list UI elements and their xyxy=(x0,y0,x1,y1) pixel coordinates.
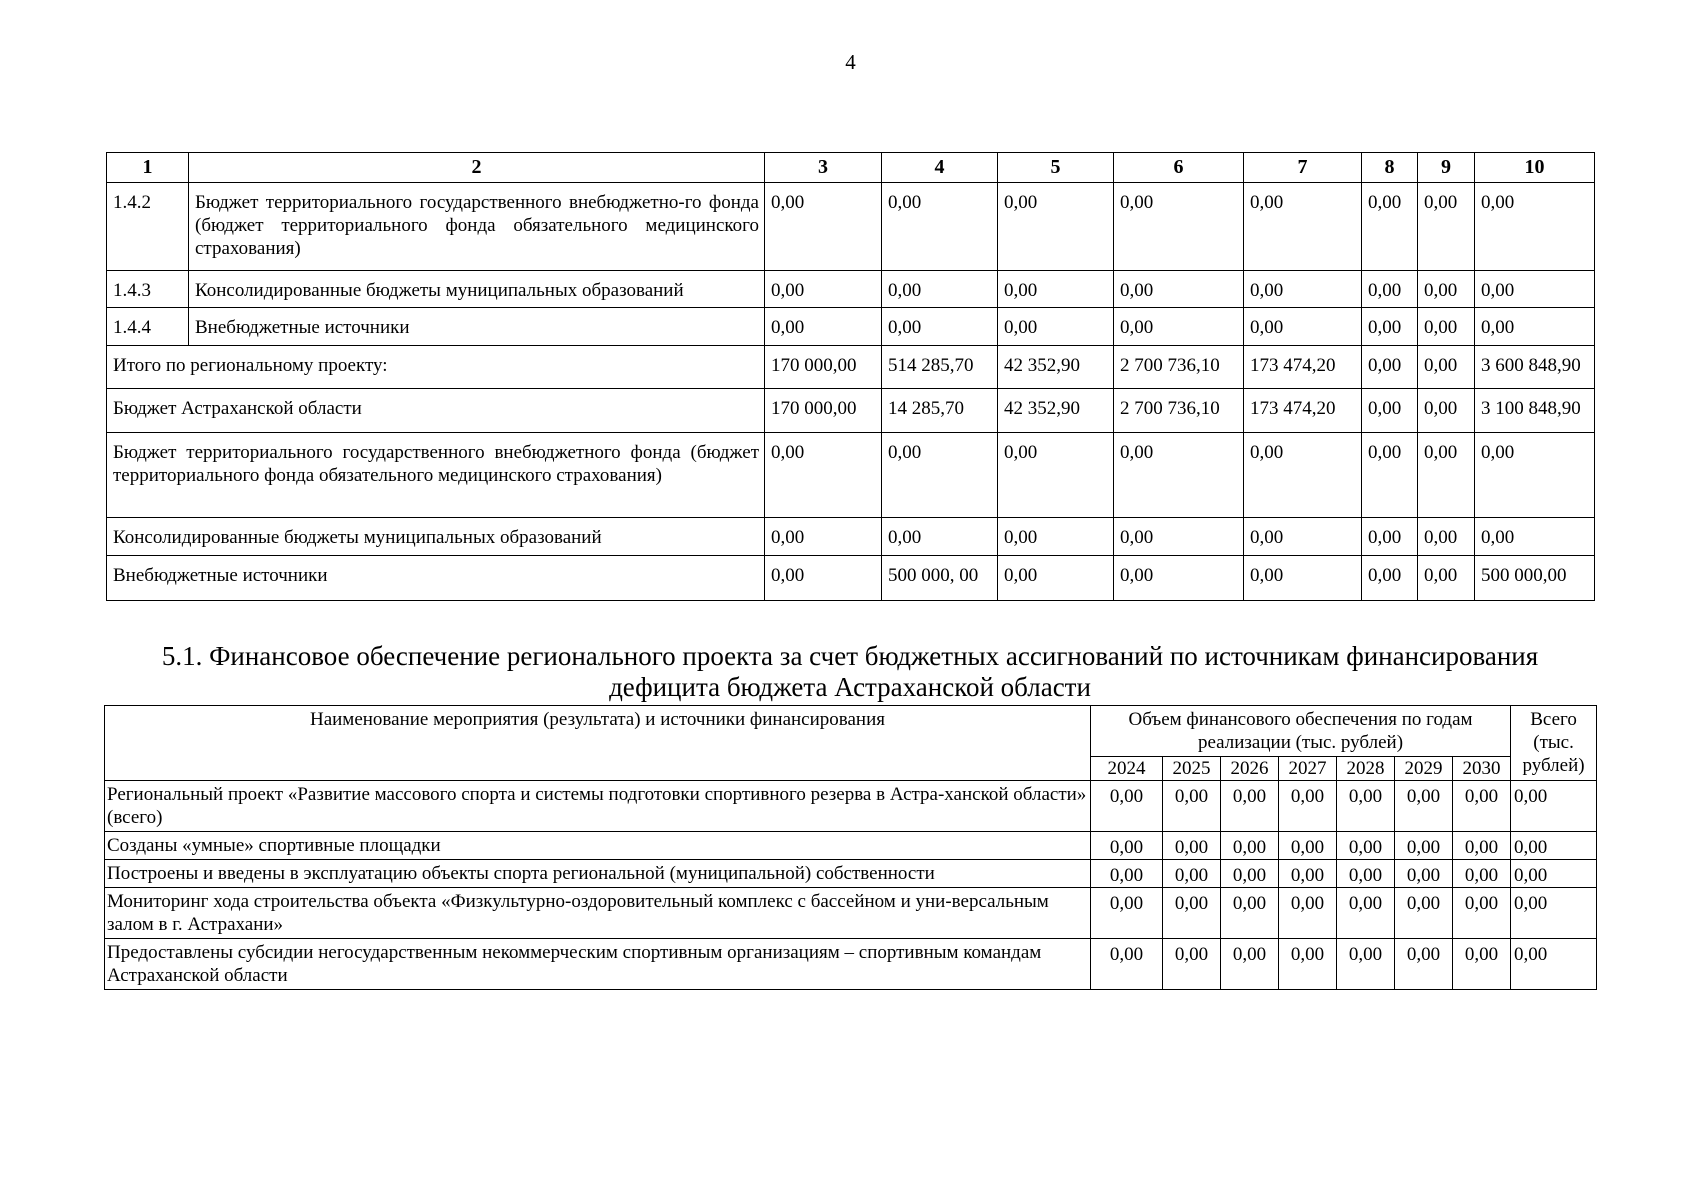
value-cell: 0,00 xyxy=(1337,781,1395,832)
value-cell: 0,00 xyxy=(1114,183,1244,271)
table-row xyxy=(107,389,1595,433)
row-label: Предоставлены субсидии негосударственным некоммерческим спортивным организациям – спортивным командам Астраханской области xyxy=(105,939,1091,990)
value-cell: 0,00 xyxy=(1395,860,1453,888)
year-header: 2025 xyxy=(1163,757,1221,781)
table-row xyxy=(107,556,1595,601)
value-cell: 3 100 848,90 xyxy=(1475,389,1595,433)
value-cell: 0,00 xyxy=(765,518,882,556)
table1-col-header: 9 xyxy=(1418,153,1475,183)
deficit-financing-table xyxy=(104,705,1597,990)
value-cell: 0,00 xyxy=(1279,860,1337,888)
row-label: Бюджет территориального государственного внебюджетно-го фонда (бюджет территориального фонда обязательного медицинского страхования) xyxy=(189,183,765,271)
value-cell: 0,00 xyxy=(1418,556,1475,601)
table-row xyxy=(107,308,1595,346)
value-cell: 0,00 xyxy=(1163,832,1221,860)
value-cell: 0,00 xyxy=(998,183,1114,271)
section-title xyxy=(100,641,1600,703)
value-cell: 0,00 xyxy=(1475,308,1595,346)
table1-col-header: 1 xyxy=(107,153,189,183)
financing-table-continued xyxy=(106,152,1595,601)
value-cell: 0,00 xyxy=(1362,556,1418,601)
value-cell: 0,00 xyxy=(1418,271,1475,308)
value-cell: 0,00 xyxy=(1362,308,1418,346)
value-cell: 0,00 xyxy=(1114,308,1244,346)
section-title-line: 5.1. Финансовое обеспечение регионального проекта за счет бюджетных ассигнований по источникам финансирования xyxy=(161,641,1539,671)
year-header: 2027 xyxy=(1279,757,1337,781)
row-label: Итого по региональному проекту: xyxy=(107,346,765,389)
total-cell: 0,00 xyxy=(1511,860,1597,888)
total-cell: 0,00 xyxy=(1511,832,1597,860)
value-cell: 2 700 736,10 xyxy=(1114,346,1244,389)
value-cell: 0,00 xyxy=(1418,308,1475,346)
value-cell: 0,00 xyxy=(1091,888,1163,939)
value-cell: 0,00 xyxy=(1244,556,1362,601)
table-row xyxy=(105,888,1597,939)
table-row xyxy=(107,271,1595,308)
table-row xyxy=(107,346,1595,389)
year-header: 2029 xyxy=(1395,757,1453,781)
value-cell: 0,00 xyxy=(765,271,882,308)
value-cell: 0,00 xyxy=(1244,518,1362,556)
value-cell: 0,00 xyxy=(1279,832,1337,860)
total-cell: 0,00 xyxy=(1511,781,1597,832)
value-cell: 0,00 xyxy=(1362,433,1418,518)
value-cell: 500 000, 00 xyxy=(882,556,998,601)
value-cell: 0,00 xyxy=(1091,832,1163,860)
value-cell: 0,00 xyxy=(1337,888,1395,939)
value-cell: 0,00 xyxy=(1453,860,1511,888)
value-cell: 0,00 xyxy=(1163,888,1221,939)
table-row xyxy=(107,518,1595,556)
row-label: Консолидированные бюджеты муниципальных образований xyxy=(189,271,765,308)
value-cell: 0,00 xyxy=(1418,433,1475,518)
page-number: 4 xyxy=(845,50,856,74)
row-label: Мониторинг хода строительства объекта «Физкультурно-оздоровительный комплекс с бассейном и уни-версальным залом в г. Астрахани» xyxy=(105,888,1091,939)
value-cell: 0,00 xyxy=(1337,939,1395,990)
value-cell: 0,00 xyxy=(998,433,1114,518)
value-cell: 0,00 xyxy=(882,518,998,556)
value-cell: 173 474,20 xyxy=(1244,389,1362,433)
value-cell: 0,00 xyxy=(1114,518,1244,556)
row-code: 1.4.4 xyxy=(107,308,189,346)
value-cell: 0,00 xyxy=(1091,781,1163,832)
value-cell: 0,00 xyxy=(1091,860,1163,888)
total-cell: 0,00 xyxy=(1511,939,1597,990)
value-cell: 0,00 xyxy=(1221,939,1279,990)
value-cell: 0,00 xyxy=(882,183,998,271)
value-cell: 0,00 xyxy=(1362,183,1418,271)
value-cell: 0,00 xyxy=(1395,888,1453,939)
value-cell: 0,00 xyxy=(1418,389,1475,433)
value-cell: 0,00 xyxy=(1337,832,1395,860)
value-cell: 0,00 xyxy=(882,271,998,308)
row-label: Бюджет территориального государственного внебюджетного фонда (бюджет территориального фонда обязательного медицинского страхования) xyxy=(107,433,765,518)
value-cell: 42 352,90 xyxy=(998,389,1114,433)
value-cell: 0,00 xyxy=(998,308,1114,346)
table1-header-row xyxy=(107,153,1595,183)
value-cell: 0,00 xyxy=(1221,781,1279,832)
row-label: Построены и введены в эксплуатацию объекты спорта региональной (муниципальной) собственности xyxy=(105,860,1091,888)
table-row xyxy=(105,781,1597,832)
value-cell: 0,00 xyxy=(765,556,882,601)
value-cell: 0,00 xyxy=(1244,271,1362,308)
value-cell: 14 285,70 xyxy=(882,389,998,433)
total-column-header: Всего (тыс. рублей) xyxy=(1511,706,1597,781)
value-cell: 0,00 xyxy=(882,308,998,346)
year-header: 2024 xyxy=(1091,757,1163,781)
value-cell: 0,00 xyxy=(1279,888,1337,939)
value-cell: 0,00 xyxy=(1337,860,1395,888)
row-code: 1.4.2 xyxy=(107,183,189,271)
value-cell: 0,00 xyxy=(1244,183,1362,271)
volume-column-header: Объем финансового обеспечения по годам реализации (тыс. рублей) xyxy=(1091,706,1511,757)
table-row xyxy=(107,433,1595,518)
value-cell: 0,00 xyxy=(882,433,998,518)
table-row xyxy=(105,939,1597,990)
value-cell: 0,00 xyxy=(1163,781,1221,832)
value-cell: 0,00 xyxy=(1279,781,1337,832)
value-cell: 0,00 xyxy=(1418,518,1475,556)
row-label: Региональный проект «Развитие массового спорта и системы подготовки спортивного резерва в Астра-ханской области» (всего) xyxy=(105,781,1091,832)
value-cell: 0,00 xyxy=(1395,781,1453,832)
value-cell: 0,00 xyxy=(1475,183,1595,271)
value-cell: 2 700 736,10 xyxy=(1114,389,1244,433)
value-cell: 0,00 xyxy=(1418,346,1475,389)
total-cell: 0,00 xyxy=(1511,888,1597,939)
value-cell: 0,00 xyxy=(1395,939,1453,990)
year-header: 2026 xyxy=(1221,757,1279,781)
section-title-line: дефицита бюджета Астраханской области xyxy=(609,672,1091,702)
value-cell: 0,00 xyxy=(998,518,1114,556)
value-cell: 0,00 xyxy=(1221,860,1279,888)
value-cell: 0,00 xyxy=(1114,556,1244,601)
row-label: Внебюджетные источники xyxy=(107,556,765,601)
value-cell: 0,00 xyxy=(1475,433,1595,518)
value-cell: 173 474,20 xyxy=(1244,346,1362,389)
year-header: 2028 xyxy=(1337,757,1395,781)
row-label: Внебюджетные источники xyxy=(189,308,765,346)
value-cell: 0,00 xyxy=(765,308,882,346)
table-row xyxy=(107,183,1595,271)
value-cell: 0,00 xyxy=(1221,832,1279,860)
row-label: Бюджет Астраханской области xyxy=(107,389,765,433)
value-cell: 0,00 xyxy=(1362,271,1418,308)
value-cell: 0,00 xyxy=(1475,271,1595,308)
value-cell: 170 000,00 xyxy=(765,389,882,433)
value-cell: 0,00 xyxy=(1244,308,1362,346)
table2-header-row xyxy=(105,706,1597,757)
table-row xyxy=(105,860,1597,888)
value-cell: 170 000,00 xyxy=(765,346,882,389)
value-cell: 0,00 xyxy=(1362,518,1418,556)
value-cell: 0,00 xyxy=(1362,346,1418,389)
value-cell: 0,00 xyxy=(1395,832,1453,860)
value-cell: 0,00 xyxy=(1114,433,1244,518)
table1-col-header: 6 xyxy=(1114,153,1244,183)
value-cell: 0,00 xyxy=(1453,888,1511,939)
table1-col-header: 7 xyxy=(1244,153,1362,183)
value-cell: 0,00 xyxy=(765,433,882,518)
value-cell: 0,00 xyxy=(1475,518,1595,556)
value-cell: 0,00 xyxy=(765,183,882,271)
value-cell: 500 000,00 xyxy=(1475,556,1595,601)
table1-col-header: 8 xyxy=(1362,153,1418,183)
value-cell: 0,00 xyxy=(1114,271,1244,308)
row-label: Консолидированные бюджеты муниципальных образований xyxy=(107,518,765,556)
value-cell: 0,00 xyxy=(1221,888,1279,939)
value-cell: 0,00 xyxy=(1163,860,1221,888)
table1-col-header: 3 xyxy=(765,153,882,183)
value-cell: 0,00 xyxy=(1362,389,1418,433)
row-label: Созданы «умные» спортивные площадки xyxy=(105,832,1091,860)
table1-col-header: 4 xyxy=(882,153,998,183)
value-cell: 0,00 xyxy=(1453,939,1511,990)
value-cell: 514 285,70 xyxy=(882,346,998,389)
table-row xyxy=(105,832,1597,860)
value-cell: 0,00 xyxy=(1453,832,1511,860)
value-cell: 0,00 xyxy=(1279,939,1337,990)
table1-col-header: 2 xyxy=(189,153,765,183)
value-cell: 3 600 848,90 xyxy=(1475,346,1595,389)
year-header: 2030 xyxy=(1453,757,1511,781)
value-cell: 0,00 xyxy=(1091,939,1163,990)
value-cell: 0,00 xyxy=(1418,183,1475,271)
value-cell: 0,00 xyxy=(998,556,1114,601)
table1-col-header: 10 xyxy=(1475,153,1595,183)
value-cell: 42 352,90 xyxy=(998,346,1114,389)
row-code: 1.4.3 xyxy=(107,271,189,308)
value-cell: 0,00 xyxy=(1453,781,1511,832)
value-cell: 0,00 xyxy=(1244,433,1362,518)
name-column-header: Наименование мероприятия (результата) и источники финансирования xyxy=(105,706,1091,781)
table1-col-header: 5 xyxy=(998,153,1114,183)
value-cell: 0,00 xyxy=(998,271,1114,308)
value-cell: 0,00 xyxy=(1163,939,1221,990)
